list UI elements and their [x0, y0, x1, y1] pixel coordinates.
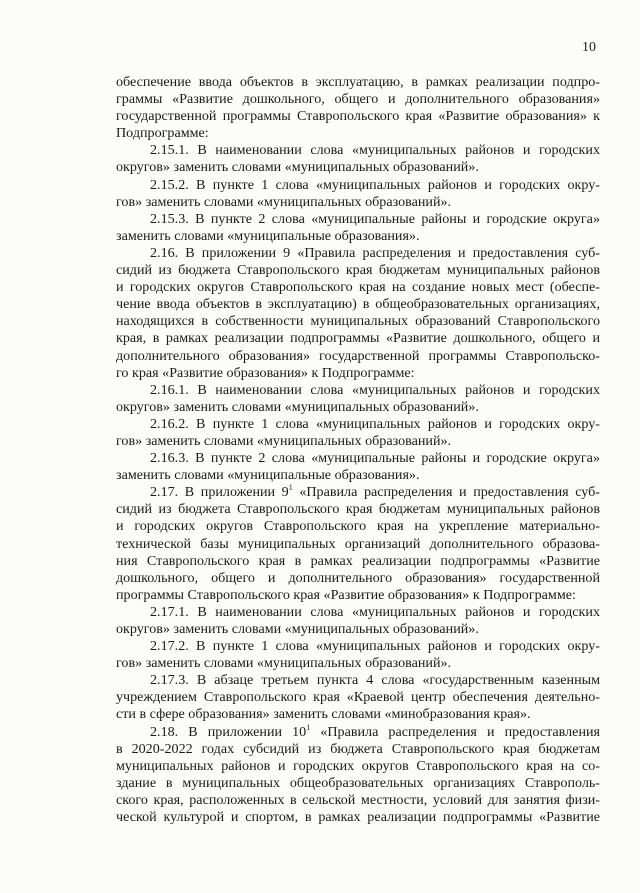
- text-line: 2.16.2. В пункте 1 слова «муниципальных районов и городских окру-: [150, 415, 600, 432]
- paragraph: [116, 604, 600, 638]
- text-line: 2.17.2. В пункте 1 слова «муниципальных районов и городских окру-: [150, 638, 600, 655]
- paragraph: [116, 724, 600, 827]
- text-line: округов» заменить словами «муниципальных образований».: [116, 398, 479, 415]
- text-line: учреждением Ставропольского края «Краевой центр обеспечения деятельно-: [116, 689, 600, 706]
- text-line: сидий из бюджета Ставропольского края бюджетам муниципальных районов: [116, 262, 600, 279]
- paragraph: [116, 142, 600, 176]
- text-line: округов» заменить словами «муниципальных образований».: [116, 159, 479, 176]
- text-line: заменить словами «муниципальные образования».: [116, 227, 420, 244]
- text-line: ческой культурой и спортом, в рамках реализации подпрограммы «Развитие: [116, 809, 600, 826]
- text-line: и городских округов Ставропольского края на укрепление материально-: [116, 518, 600, 535]
- paragraph: [116, 450, 600, 484]
- text-line: заменить словами «муниципальные образования».: [116, 467, 420, 484]
- text-line: го края «Развитие образования» к Подпрограмме:: [116, 364, 415, 381]
- paragraph: [116, 74, 600, 142]
- text-line: в 2020-2022 годах субсидий из бюджета Ставропольского края бюджетам: [116, 740, 600, 757]
- text-line: Подпрограмме:: [116, 125, 209, 142]
- text-line: находящихся в собственности муниципальных образований Ставропольского: [116, 313, 600, 330]
- paragraph: [116, 211, 600, 245]
- superscript: 1: [306, 722, 311, 732]
- text-line: 2.17. В приложении $9^1$ «Правила распределения и предоставления суб-: [150, 483, 600, 501]
- text-line: 2.15.1. В наименовании слова «муниципальных районов и городских: [150, 142, 600, 159]
- text-line: и городских округов Ставропольского края на создание новых мест (обеспе-: [116, 279, 600, 296]
- text-line: здание в муниципальных общеобразовательных организациях Ставрополь-: [116, 774, 600, 791]
- text-line: государственной программы Ставропольского края «Развитие образования» к: [116, 108, 600, 125]
- text-line: граммы «Развитие дошкольного, общего и дополнительного образования»: [116, 91, 600, 108]
- text-line: 2.15.2. В пункте 1 слова «муниципальных районов и городских окру-: [150, 176, 600, 193]
- text-line: 2.16.3. В пункте 2 слова «муниципальные районы и городские округа»: [150, 450, 600, 467]
- page-number: 10: [582, 40, 596, 55]
- text-line: дошкольного, общего и дополнительного образования» государственной: [116, 569, 600, 586]
- paragraph: [116, 177, 600, 211]
- paragraph: [116, 638, 600, 672]
- text-line: технической базы муниципальных организаций дополнительного образова-: [116, 535, 600, 552]
- text-line: края, в рамках реализации подпрограммы «Развитие дошкольного, общего и: [116, 330, 600, 347]
- text-line: ния Ставропольского края в рамках реализации подпрограммы «Развитие: [116, 552, 600, 569]
- text-line: обеспечение ввода объектов в эксплуатацию, в рамках реализации подпро-: [116, 74, 600, 90]
- paragraph: [116, 672, 600, 723]
- text-line: программы Ставропольского края «Развитие образования» к Подпрограмме:: [116, 586, 576, 603]
- superscript: 1: [288, 483, 293, 493]
- text-line: 2.15.3. В пункте 2 слова «муниципальные районы и городские округа»: [150, 210, 600, 227]
- paragraph: [116, 416, 600, 450]
- paragraph: [116, 484, 600, 604]
- text-line: дополнительного образования» государственной программы Ставропольско-: [116, 347, 600, 364]
- paragraph: [116, 245, 600, 382]
- text-line: 2.16.1. В наименовании слова «муниципальных районов и городских: [150, 381, 600, 398]
- paragraph: [116, 382, 600, 416]
- text-line: округов» заменить словами «муниципальных образований».: [116, 621, 479, 637]
- text-line: сидий из бюджета Ставропольского края бюджетам муниципальных районов: [116, 501, 600, 518]
- text-line: 2.18. В приложении $10^1$ «Правила распределения и предоставления: [150, 722, 601, 740]
- document-body: [116, 74, 600, 826]
- text-line: гов» заменить словами «муниципальных образований».: [116, 432, 452, 449]
- text-line: 2.16. В приложении 9 «Правила распределения и предоставления суб-: [150, 244, 600, 261]
- text-line: чение ввода объектов в эксплуатацию) в общеобразовательных организациях,: [116, 296, 600, 313]
- text-line: 2.17.1. В наименовании слова «муниципальных районов и городских: [150, 603, 600, 620]
- text-line: муниципальных районов и городских округов Ставропольского края на со-: [116, 757, 600, 774]
- text-line: 2.17.3. В абзаце третьем пункта 4 слова «государственным казенным: [150, 672, 600, 689]
- text-line: ского края, расположенных в сельской местности, условий для занятия физи-: [116, 791, 600, 808]
- text-line: гов» заменить словами «муниципальных образований».: [116, 655, 452, 672]
- text-line: сти в сфере образования» заменить словами «минобразования края».: [116, 706, 531, 723]
- text-line: гов» заменить словами «муниципальных образований».: [116, 193, 452, 210]
